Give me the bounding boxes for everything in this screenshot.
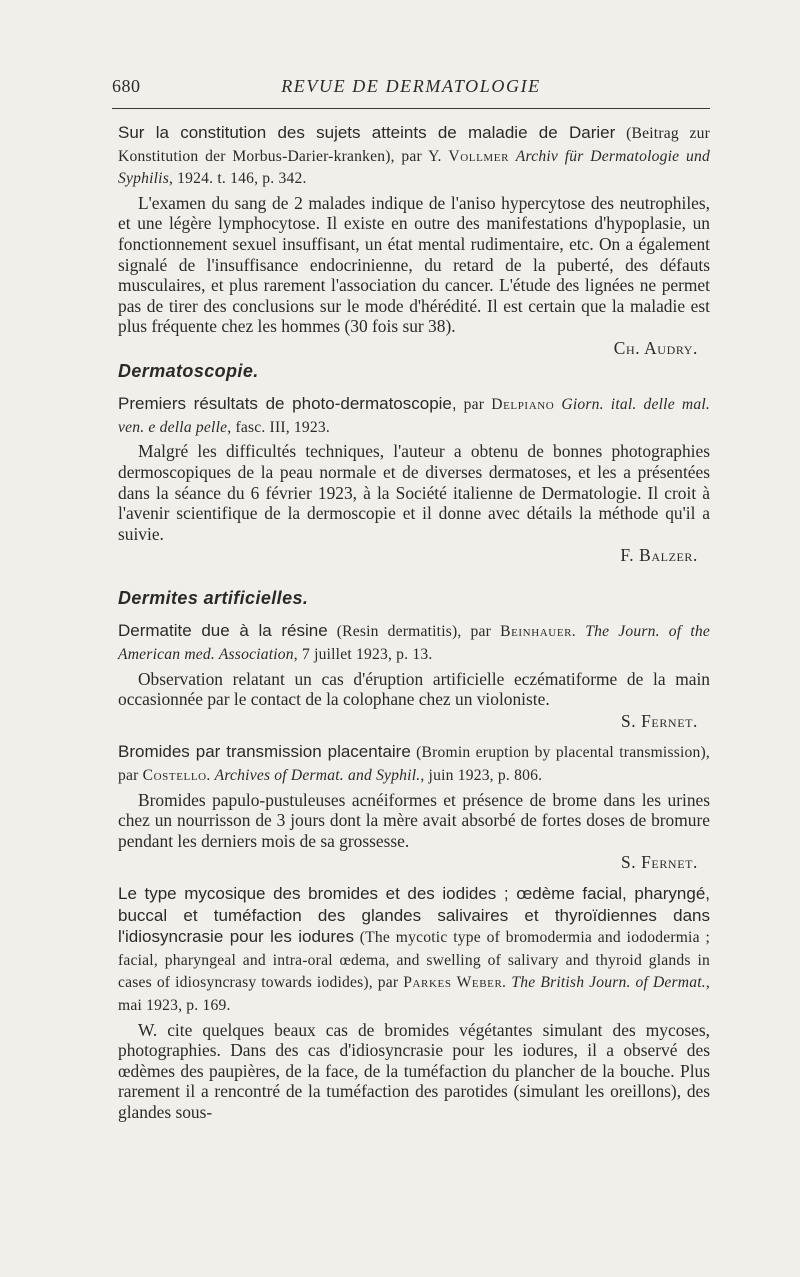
header-rule (112, 108, 710, 109)
article-bromides-placentaire (118, 741, 710, 786)
article-text: W. cite quelques beaux cas de bromides végétantes simulant des mycoses, photographies. Dans des cas d'idiosyncrasie pour les iodures, il a observé des œdèmes des paupières, de la face, de la tuméfaction du plancher de la bouche. Plus rarement il a rencontré de la tuméfaction des parotides (simulant les oreillons), des glandes sous- (118, 1019, 710, 1122)
article-title: Premiers résultats de photo-dermatoscopie, (118, 394, 457, 414)
article-reference: (The mycotic type of bromodermia and iododermia ; facial, pharyngeal and intra-oral œdema, and swelling of salivary and thyroid glands in cases of idiosyncrasy towards iodides), par Parkes Weber. The British Journ. of Dermat., mai 1923, p. 169. (118, 929, 710, 1014)
section-heading-dermatoscopie: Dermatoscopie. (118, 360, 259, 381)
article-darier (118, 122, 710, 190)
article-reference: (Bromin eruption by placental transmission), par Costello. Archives of Dermat. and Syphil., juin 1923, p. 806. (118, 744, 710, 785)
article-text: Bromides papulo-pustuleuses acnéiformes et présence de brome dans les urines chez un nourrisson de 3 jours dont la mère avait absorbé de fortes doses de bromure pendant les derniers mois de sa grossesse. (118, 789, 710, 851)
article-author: Costello (142, 767, 207, 785)
article-title: Bromides par transmission placentaire (118, 742, 411, 762)
article-journal: . The Journ. of the American med. Association (118, 623, 710, 664)
page-header (112, 76, 710, 104)
article-journal: . The British Journ. of Dermat. (502, 974, 706, 992)
section-heading-dermites: Dermites artificielles. (118, 587, 309, 608)
article-journal: Giorn. ital. delle mal. ven. e della pelle (118, 396, 710, 436)
article-signature: Ch. Audry. (613, 337, 698, 358)
article-reference: par Delpiano Giorn. ital. delle mal. ven. e della pelle, fasc. III, 1923. (118, 396, 710, 436)
article-reference: (Resin dermatitis), par Beinhauer. The Journ. of the American med. Association, 7 juillet 1923, p. 13. (118, 623, 710, 664)
article-journal: . Archives of Dermat. and Syphil. (206, 767, 421, 785)
article-author: Beinhauer (500, 623, 573, 641)
page-body (118, 122, 710, 1123)
article-title: Dermatite due à la résine (118, 621, 328, 641)
running-title: REVUE DE DERMATOLOGIE (281, 76, 541, 96)
article-author: Delpiano (491, 396, 555, 414)
article-text: L'examen du sang de 2 malades indique de l'aniso hypercytose des neutrophiles, et une légère lymphocytose. Il existe en outre des manifestations d'hypoplasie, un fonctionnement sexuel insuffisant, un état mental rudimentaire, etc. On a également signalé de l'insuffisance endocrinienne, du retard de la puberté, des défauts musculaires, et plus rarement l'association du cancer. L'étude des lignées ne permet pas de tirer des conclusions sur le mode d'hérédité. Il est certain que la maladie est plus fréquente chez les hommes (30 fois sur 38). (118, 192, 710, 337)
article-signature: S. Fernet. (620, 852, 698, 873)
article-dermatite-resine (118, 620, 710, 665)
article-title: Sur la constitution des sujets atteints de maladie de Darier (118, 123, 616, 142)
article-reference: (Beitrag zur Konstitution der Morbus-Darier-kranken), par Y. Vollmer Archiv für Dermatologie und Syphilis, 1924. t. 146, p. 342. (118, 125, 710, 188)
article-journal: Archiv für Dermatologie und Syphilis (118, 147, 710, 188)
article-text: Malgré les difficultés techniques, l'auteur a obtenu de bonnes photographies dermoscopiques de la peau normale et de diverses dermatoses, et les a présentées dans la séance du 6 février 1923, à la Société italienne de Dermatologie. Il croit à l'avenir scientifique de la dermoscopie et il donne avec détails la méthode qu'il a suivie. (118, 441, 710, 544)
article-text: Observation relatant un cas d'éruption artificielle eczématiforme de la main occasionnée par le contact de la colophane chez un violoniste. (118, 668, 710, 710)
article-author: Parkes Weber (403, 974, 503, 992)
article-signature: F. Balzer. (620, 545, 698, 566)
article-type-mycosique (118, 883, 710, 1017)
article-signature: S. Fernet. (620, 710, 698, 731)
article-author: Vollmer (448, 147, 510, 165)
article-photo-dermatoscopie (118, 393, 710, 438)
article-title: Le type mycosique des bromides et des iodides ; œdème facial, pharyngé, buccal et tuméfaction des glandes salivaires et thyroïdiennes dans l'idiosyncrasie pour les iodures (118, 884, 710, 947)
page-number: 680 (112, 76, 141, 96)
